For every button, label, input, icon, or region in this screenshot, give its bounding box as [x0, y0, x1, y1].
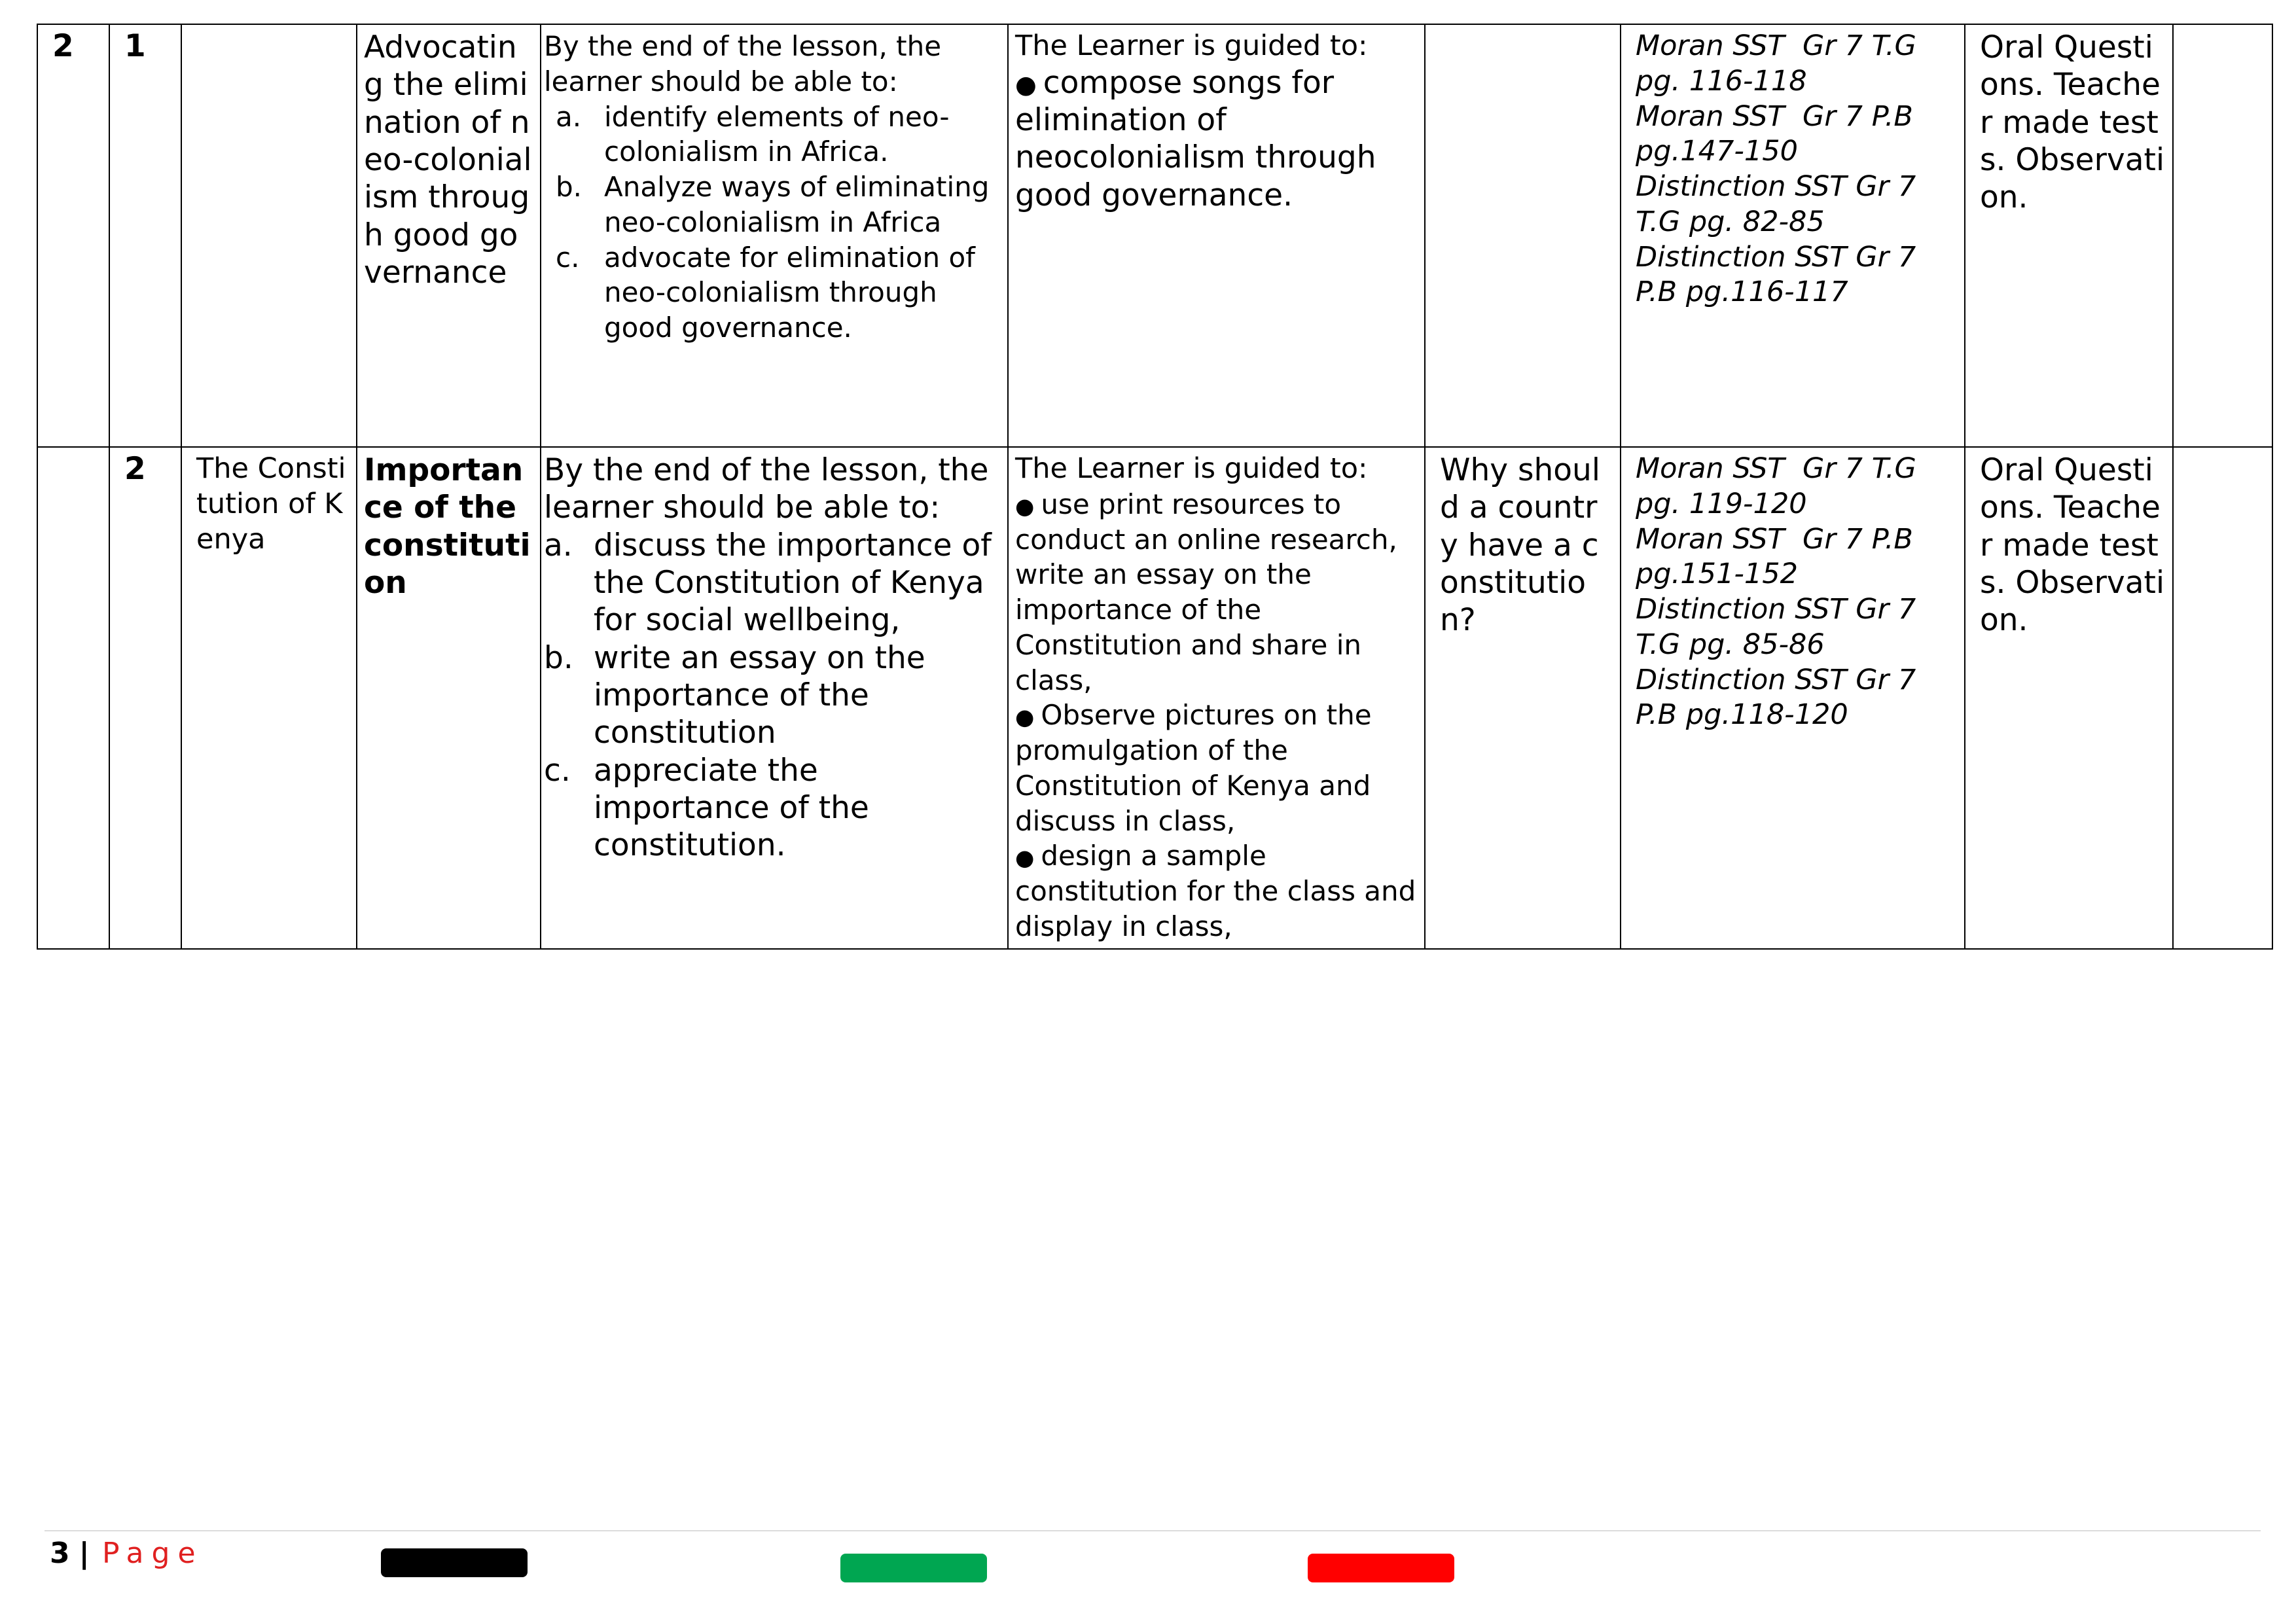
assessment-cell: [1965, 24, 2173, 447]
lesson-cell: 1: [109, 24, 181, 447]
experiences-intro: The Learner is guided to:: [1015, 452, 1368, 485]
resource-item: Distinction SST Gr 7 T.G pg. 85-86: [1636, 593, 1916, 661]
page-number-value: 3: [50, 1537, 70, 1570]
learning-outcomes-cell: [541, 24, 1008, 447]
resource-item: Distinction SST Gr 7 T.G pg. 82-85: [1636, 170, 1916, 238]
outcome-text: discuss the importance of the Constitution of Kenya for social wellbeing,: [594, 527, 992, 639]
inquiry-question-cell: [1425, 24, 1621, 447]
outcome-marker: c.: [544, 752, 571, 789]
outcome-text: advocate for elimination of neo-colonialism through good governance.: [604, 241, 975, 344]
bullet-icon: ●: [1015, 493, 1035, 519]
resource-item: Moran SST Gr 7 T.G pg. 119-120: [1636, 452, 1926, 520]
outcome-text: Analyze ways of eliminating neo-colonialism in Africa: [604, 171, 990, 238]
experience-text: use print resources to conduct an online research, write an essay on the importance of the Constitution and share in class,: [1015, 488, 1397, 696]
page-label-text: Page: [102, 1537, 204, 1570]
inquiry-question-text: Why should a country have a constitution?: [1440, 452, 1600, 639]
assessment-text: Oral Questions. Teacher made tests. Observation.: [1980, 452, 2165, 639]
sub-strand-text: Importance of the constitution: [364, 452, 531, 601]
flag-bar-red: [1308, 1554, 1454, 1582]
resource-item: Moran SST Gr 7 P.B pg.147-150: [1636, 99, 1922, 168]
learning-outcomes-cell: [541, 447, 1008, 949]
outcomes-intro: By the end of the lesson, the learner should be able to:: [544, 30, 942, 98]
learning-experiences-cell: [1008, 24, 1425, 447]
list-item: [544, 240, 1001, 346]
strand-cell: [181, 24, 357, 447]
resource-item: Moran SST Gr 7 T.G pg. 116-118: [1636, 29, 1926, 98]
outcome-marker: a.: [556, 100, 582, 133]
list-item: [544, 639, 1001, 752]
page-separator: |: [79, 1537, 90, 1570]
footer-divider: [45, 1530, 2261, 1531]
list-item: [544, 99, 1001, 170]
outcomes-list: [544, 527, 1001, 865]
resource-item: Moran SST Gr 7 P.B pg.151-152: [1636, 522, 1922, 591]
list-item: [1015, 487, 1418, 698]
week-cell: [37, 447, 109, 949]
experiences-intro: The Learner is guided to:: [1015, 29, 1368, 62]
inquiry-question-cell: [1425, 447, 1621, 949]
list-item: [544, 527, 1001, 639]
list-item: [544, 752, 1001, 865]
page-label: [102, 1537, 204, 1570]
experience-text: compose songs for elimination of neocolonialism through good governance.: [1015, 64, 1376, 213]
outcome-text: write an essay on the importance of the constitution: [594, 639, 925, 751]
flag-bar-green: [840, 1554, 987, 1582]
resources-cell: [1621, 24, 1965, 447]
list-item: [1015, 698, 1418, 838]
outcome-marker: b.: [556, 171, 583, 203]
sub-strand-cell: [357, 447, 541, 949]
scheme-of-work-table: [37, 24, 2273, 950]
page-number: [50, 1537, 99, 1570]
learning-experiences-cell: [1008, 447, 1425, 949]
flag-bar-black: [381, 1548, 528, 1577]
sub-strand-cell: [357, 24, 541, 447]
resource-item: Distinction SST Gr 7 P.B pg.118-120: [1636, 663, 1916, 732]
assessment-cell: [1965, 447, 2173, 949]
experience-text: Observe pictures on the promulgation of the Constitution of Kenya and discuss in class,: [1015, 699, 1372, 837]
list-item: [1015, 64, 1418, 214]
week-cell: 2: [37, 24, 109, 447]
outcomes-list: [544, 99, 1001, 346]
outcome-marker: b.: [544, 639, 573, 676]
lesson-cell: 2: [109, 447, 181, 949]
remarks-cell: [2173, 24, 2272, 447]
table-row: [37, 24, 2272, 447]
bullet-icon: ●: [1015, 704, 1035, 730]
strand-text: The Constitution of Kenya: [196, 452, 346, 556]
list-item: [1015, 838, 1418, 944]
outcomes-intro: By the end of the lesson, the learner should be able to:: [544, 452, 989, 526]
sub-strand-text: Advocating the elimination of neo-colonialism through good governance: [364, 29, 532, 291]
remarks-cell: [2173, 447, 2272, 949]
bullet-icon: ●: [1015, 845, 1035, 871]
outcome-text: appreciate the importance of the constitution.: [594, 752, 869, 864]
bullet-icon: ●: [1015, 69, 1037, 99]
table-row: [37, 447, 2272, 949]
strand-cell: [181, 447, 357, 949]
resources-cell: [1621, 447, 1965, 949]
assessment-text: Oral Questions. Teacher made tests. Observation.: [1980, 29, 2165, 216]
resource-item: Distinction SST Gr 7 P.B pg.116-117: [1636, 240, 1916, 309]
outcome-text: identify elements of neo-colonialism in Africa.: [604, 100, 950, 168]
list-item: [544, 169, 1001, 240]
experience-text: design a sample constitution for the class and display in class,: [1015, 840, 1416, 942]
outcome-marker: a.: [544, 527, 573, 563]
outcome-marker: c.: [556, 241, 580, 274]
